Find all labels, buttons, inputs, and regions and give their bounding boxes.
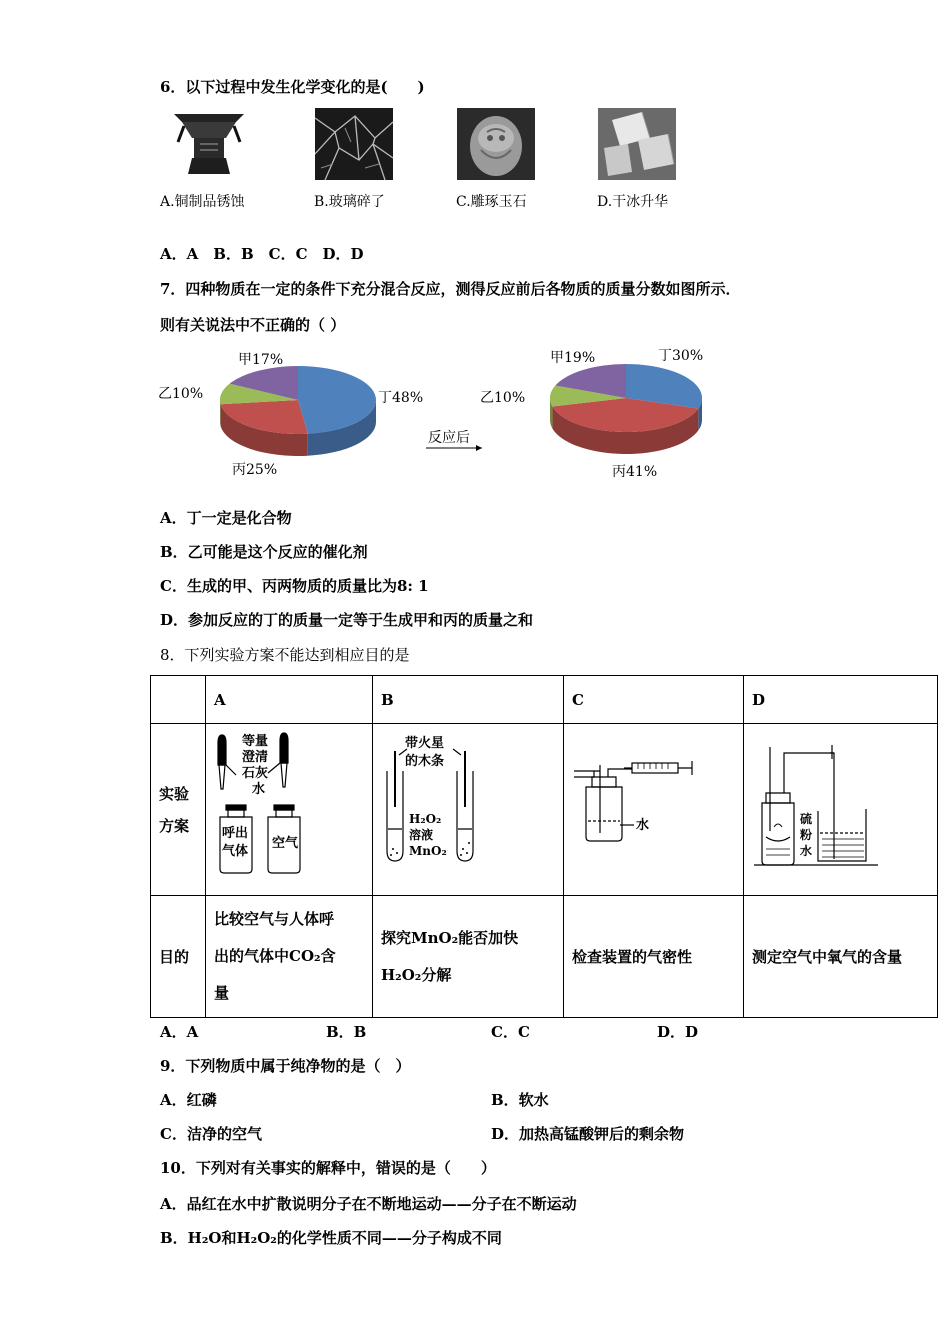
- q8-purpose-a-line1: 比较空气与人体呼: [214, 910, 335, 928]
- q7-option-d: D．参加反应的丁的质量一定等于生成甲和丙的质量之和: [160, 611, 534, 629]
- q8-header-b: B: [373, 676, 564, 724]
- syringe-bottle-diagram: [564, 725, 743, 895]
- q8-purpose-b: [373, 896, 564, 1018]
- q8-answer-b: B．B: [326, 1023, 367, 1041]
- d-label-line3: 水: [800, 843, 813, 858]
- q8-answer-c: C．C: [491, 1023, 530, 1041]
- pie-charts: [150, 340, 750, 490]
- reaction-arrowhead: [476, 445, 482, 451]
- a-label-line2: 澄清: [242, 749, 269, 765]
- pie-before-label-bing: 丙25%: [232, 462, 278, 478]
- q8-row-label-plan-text: 实验方案: [159, 784, 190, 835]
- b-solution-line3: MnO₂: [409, 843, 447, 858]
- q6-stem: 6．以下过程中发生化学变化的是( ): [160, 78, 425, 96]
- q7-option-c: C．生成的甲、丙两物质的质量比为8: 1: [160, 577, 429, 595]
- q7-option-a: A．丁一定是化合物: [160, 509, 292, 527]
- q6-caption-c: C.雕琢玉石: [456, 194, 527, 210]
- q8-row-label-purpose: 目的: [151, 896, 206, 1018]
- q8-header-c: C: [564, 676, 744, 724]
- pie-after-label-ding: 丁30%: [658, 348, 704, 364]
- q8-answer-a: A．A: [160, 1023, 199, 1041]
- a-bottle2-label: 空气: [272, 835, 299, 851]
- d-label-line2: 粉: [800, 827, 813, 842]
- q9-stem: 9．下列物质中属于纯净物的是（ ）: [160, 1057, 411, 1075]
- q9-option-d: D．加热高锰酸钾后的剩余物: [491, 1125, 685, 1143]
- q10-option-a: A．品红在水中扩散说明分子在不断地运动——分子在不断运动: [160, 1195, 577, 1213]
- bronze-vessel-photo: [170, 108, 248, 180]
- q8-purpose-a-line2: 出的气体中CO₂含: [214, 947, 336, 965]
- droppers-bottles-diagram: [206, 725, 372, 895]
- q9-option-b: B．软水: [491, 1091, 549, 1109]
- q7-option-b: B．乙可能是这个反应的催化剂: [160, 543, 368, 561]
- q6-caption-d: D.干冰升华: [597, 194, 669, 210]
- broken-glass-photo: [315, 108, 393, 180]
- b-label-line1: 带火星: [405, 735, 445, 751]
- c-water-label: 水: [636, 817, 650, 833]
- a-label-line3: 石灰: [242, 765, 269, 781]
- pie-before-label-yi: 乙10%: [158, 386, 204, 402]
- reaction-arrow-label: 反应后: [428, 430, 470, 446]
- q8-header-empty: [151, 676, 206, 724]
- q8-stem: 8．下列实验方案不能达到相应目的是: [160, 646, 410, 664]
- a-label-line4: 水: [252, 781, 266, 797]
- d-label-line1: 硫: [800, 811, 813, 826]
- pie-before-label-jia: 甲17%: [238, 352, 284, 368]
- pie-after-label-jia: 甲19%: [550, 350, 596, 366]
- pie-after: [550, 364, 702, 454]
- test-tubes-diagram: [373, 725, 563, 895]
- pie-after-label-bing: 丙41%: [612, 464, 658, 480]
- q8-header-d: D: [744, 676, 938, 724]
- q8-purpose-c: 检查装置的气密性: [564, 896, 744, 1018]
- q8-answer-d: D．D: [657, 1023, 699, 1041]
- a-bottle1-line2: 气体: [222, 843, 249, 859]
- b-label-line2: 的木条: [405, 753, 445, 769]
- q10-stem: 10．下列对有关事实的解释中，错误的是（ ）: [160, 1159, 496, 1177]
- q8-plan-c: [564, 724, 744, 896]
- q8-purpose-a-line3: 量: [214, 984, 230, 1002]
- q8-plan-a: [206, 724, 373, 896]
- q8-purpose-b-line1: 探究MnO₂能否加快: [381, 928, 519, 947]
- q8-header-a: A: [206, 676, 373, 724]
- q8-purpose-a: [206, 896, 373, 1018]
- q8-table: [150, 675, 938, 1018]
- jade-carving-photo: [457, 108, 535, 180]
- q8-plan-d: [744, 724, 938, 896]
- q10-option-b: B．H₂O和H₂O₂的化学性质不同——分子构成不同: [160, 1229, 502, 1247]
- pie-after-label-yi: 乙10%: [480, 390, 526, 406]
- oxygen-measurement-diagram: [744, 725, 937, 895]
- q8-plan-b: [373, 724, 564, 896]
- pie-side-乙: [220, 400, 221, 426]
- a-bottle1-line1: 呼出: [222, 825, 249, 841]
- pie-before-label-ding: 丁48%: [378, 390, 424, 406]
- q7-stem-line1: 7．四种物质在一定的条件下充分混合反应，测得反应前后各物质的质量分数如图所示．: [160, 280, 741, 298]
- q8-purpose-b-line2: H₂O₂分解: [381, 965, 452, 984]
- q9-option-c: C．洁净的空气: [160, 1125, 262, 1143]
- q7-stem-line2: 则有关说法中不正确的（ ）: [160, 316, 346, 334]
- q6-caption-a: A.铜制品锈蚀: [160, 194, 245, 210]
- pie-before: [220, 366, 376, 456]
- q6-caption-b: B.玻璃碎了: [314, 194, 385, 210]
- q6-answers: A．A B．B C．C D．D: [160, 245, 364, 263]
- b-solution-line1: H₂O₂: [409, 811, 442, 826]
- dry-ice-photo: [598, 108, 676, 180]
- q8-row-label-plan: [151, 724, 206, 896]
- q9-option-a: A．红磷: [160, 1091, 217, 1109]
- q8-purpose-d: 测定空气中氧气的含量: [744, 896, 938, 1018]
- b-solution-line2: 溶液: [409, 827, 434, 842]
- a-label-line1: 等量: [242, 733, 269, 749]
